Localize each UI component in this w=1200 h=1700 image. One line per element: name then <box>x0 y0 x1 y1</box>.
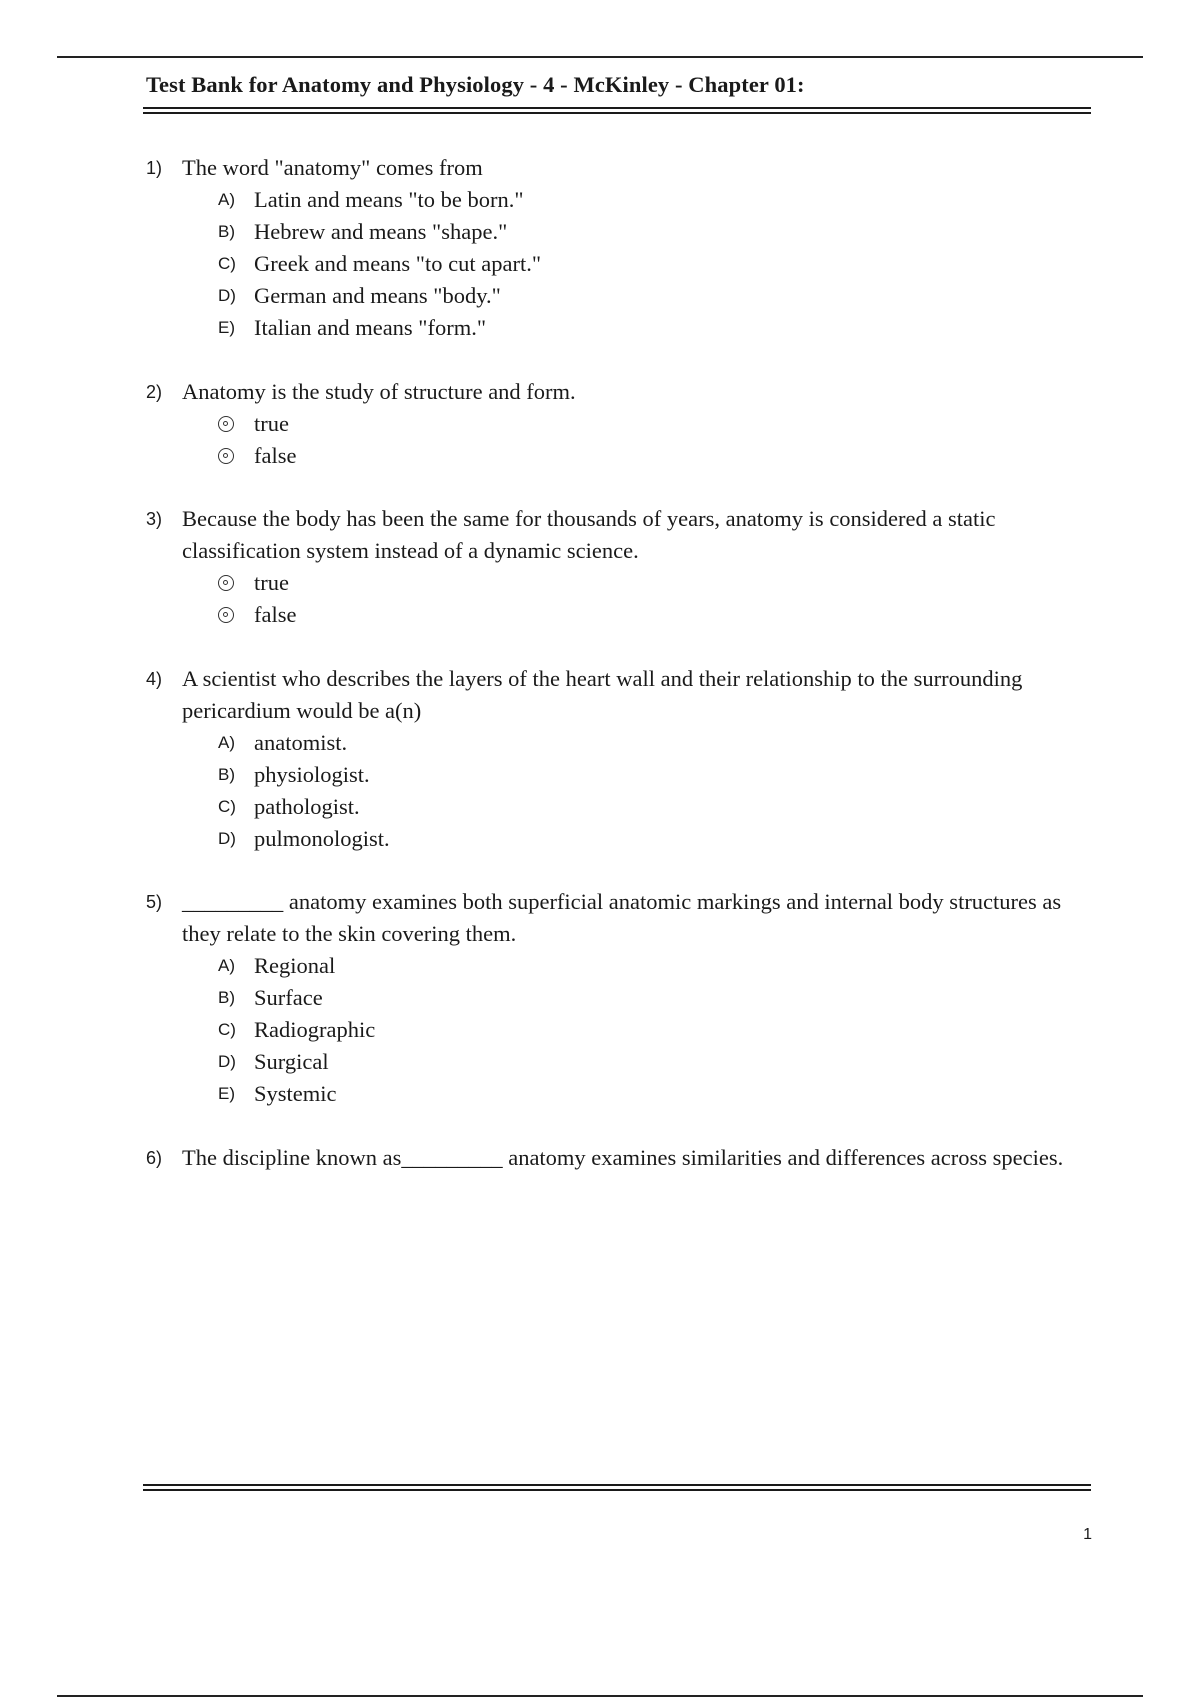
question-text: _________ anatomy examines both superficial anatomic markings and internal body structures as they relate to the skin covering them. <box>182 889 1067 946</box>
option-text: Systemic <box>254 1081 337 1106</box>
question-number: 4) <box>146 669 163 689</box>
question-number: 3) <box>146 509 163 529</box>
page-top-border <box>57 56 1143 58</box>
option-e[interactable] <box>218 1078 1096 1110</box>
option-a[interactable] <box>218 727 1096 759</box>
option-text: Surface <box>254 985 323 1010</box>
option-letter: E) <box>218 1084 235 1103</box>
option-b[interactable] <box>218 982 1096 1014</box>
option-text: true <box>254 570 289 595</box>
option-b[interactable] <box>218 216 1096 248</box>
option-text: false <box>254 602 297 627</box>
option-letter: C) <box>218 254 236 273</box>
option-text: Regional <box>254 953 336 978</box>
option-text: German and means "body." <box>254 283 501 308</box>
option-text: pathologist. <box>254 794 360 819</box>
option-true[interactable] <box>218 567 1096 599</box>
option-text: false <box>254 443 297 468</box>
option-false[interactable] <box>218 440 1096 472</box>
option-text: Latin and means "to be born." <box>254 187 524 212</box>
option-text: Hebrew and means "shape." <box>254 219 508 244</box>
option-a[interactable] <box>218 950 1096 982</box>
radio-icon[interactable] <box>218 448 234 464</box>
option-letter: A) <box>218 190 235 209</box>
option-b[interactable] <box>218 759 1096 791</box>
option-text: Surgical <box>254 1049 329 1074</box>
option-letter: A) <box>218 733 235 752</box>
option-d[interactable] <box>218 1046 1096 1078</box>
option-text: anatomist. <box>254 730 348 755</box>
option-letter: A) <box>218 956 235 975</box>
question-text: The discipline known as_________ anatomy examines similarities and differences across species. <box>182 1145 1064 1170</box>
option-letter: C) <box>218 1020 236 1039</box>
option-true[interactable] <box>218 408 1096 440</box>
question-3 <box>146 503 1096 631</box>
question-number: 5) <box>146 892 163 912</box>
option-letter: B) <box>218 222 235 241</box>
header-double-rule <box>143 107 1091 114</box>
page-number: 1 <box>1083 1526 1092 1543</box>
question-number: 1) <box>146 158 163 178</box>
option-letter: B) <box>218 765 235 784</box>
option-letter: D) <box>218 286 236 305</box>
option-text: Greek and means "to cut apart." <box>254 251 542 276</box>
option-e[interactable] <box>218 312 1096 344</box>
option-letter: E) <box>218 318 235 337</box>
option-false[interactable] <box>218 599 1096 631</box>
footer-double-rule <box>143 1484 1091 1491</box>
option-letter: D) <box>218 829 236 848</box>
option-letter: C) <box>218 797 236 816</box>
question-text: A scientist who describes the layers of the heart wall and their relationship to the surrounding pericardium would be a(n) <box>182 666 1029 723</box>
option-d[interactable] <box>218 280 1096 312</box>
option-c[interactable] <box>218 791 1096 823</box>
option-a[interactable] <box>218 184 1096 216</box>
page-title: Test Bank for Anatomy and Physiology - 4 - McKinley - Chapter 01: <box>146 72 805 97</box>
page-bottom-border <box>57 1695 1143 1697</box>
option-c[interactable] <box>218 248 1096 280</box>
option-text: true <box>254 411 289 436</box>
question-5 <box>146 886 1096 1110</box>
option-letter: B) <box>218 988 235 1007</box>
option-text: pulmonologist. <box>254 826 390 851</box>
option-text: physiologist. <box>254 762 370 787</box>
question-1 <box>146 152 1096 344</box>
question-6 <box>146 1142 1096 1174</box>
option-d[interactable] <box>218 823 1096 855</box>
question-text: Anatomy is the study of structure and form. <box>182 379 576 404</box>
question-2 <box>146 376 1096 472</box>
radio-icon[interactable] <box>218 607 234 623</box>
option-letter: D) <box>218 1052 236 1071</box>
option-text: Radiographic <box>254 1017 376 1042</box>
question-4 <box>146 663 1096 855</box>
question-text: Because the body has been the same for thousands of years, anatomy is considered a static classification system instead of a dynamic science. <box>182 506 1002 563</box>
radio-icon[interactable] <box>218 416 234 432</box>
question-number: 2) <box>146 382 163 402</box>
question-text: The word "anatomy" comes from <box>182 155 483 180</box>
option-c[interactable] <box>218 1014 1096 1046</box>
option-text: Italian and means "form." <box>254 315 487 340</box>
question-number: 6) <box>146 1148 163 1168</box>
radio-icon[interactable] <box>218 575 234 591</box>
